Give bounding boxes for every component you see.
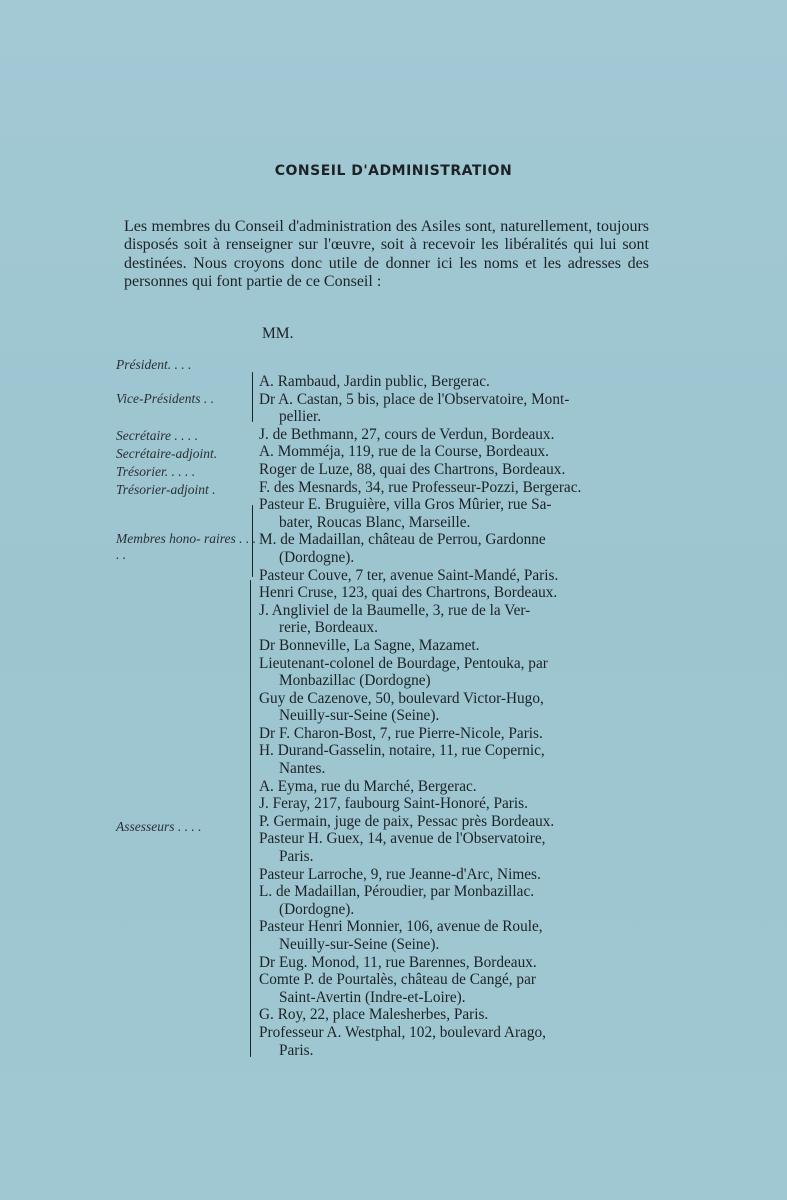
member-entry-continuation: (Dordogne).: [279, 548, 355, 566]
member-entry-continuation: Nantes.: [279, 760, 326, 778]
brace-vice-presidents: [252, 372, 253, 422]
member-entry-line: P. Germain, juge de paix, Pessac près Bordeaux.: [259, 812, 555, 830]
label-tresorier: Trésorier. . . . .: [116, 464, 196, 479]
label-tresorier-adjoint: Trésorier-adjoint .: [116, 482, 216, 497]
member-entry-continuation: rerie, Bordeaux.: [279, 619, 378, 637]
member-entry: [259, 479, 651, 497]
member-entry-line: Pasteur E. Bruguière, villa Gros Mûrier, rue Sa-: [259, 496, 552, 514]
member-entry: [259, 690, 651, 725]
member-entry: [259, 443, 651, 461]
brace-assesseurs: [250, 580, 251, 1057]
member-entry: [259, 795, 651, 813]
member-entry: [259, 725, 651, 743]
member-entry-line: Comte P. de Pourtalès, château de Cangé, par: [259, 971, 536, 989]
intro-paragraph: Les membres du Conseil d'administration des Asiles sont, naturellement, toujours disposés soit à renseigner sur l'œuvre, soit à recevoir les libéralités qui lui sont destinées. Nous croyons donc utile de donner ici les noms et les adresses des personnes qui font partie de ce Conseil :: [124, 218, 649, 291]
brace-membres-honoraires: [252, 505, 253, 577]
member-entry-continuation: pellier.: [279, 408, 322, 426]
member-entry: [259, 742, 651, 777]
member-entry: [259, 866, 651, 884]
member-entry-line: Pasteur Larroche, 9, rue Jeanne-d'Arc, Nimes.: [259, 865, 541, 883]
member-entry: [259, 883, 651, 918]
label-assesseurs: Assesseurs . . . .: [116, 819, 202, 834]
member-entry-line: Roger de Luze, 88, quai des Chartrons, Bordeaux.: [259, 460, 566, 478]
member-entry: [259, 830, 651, 865]
label-membres-honoraires: Membres hono- raires . . . . .: [116, 531, 256, 562]
member-entry-line: H. Durand-Gasselin, notaire, 11, rue Copernic,: [259, 742, 545, 760]
member-entry: [259, 918, 651, 953]
member-entry-line: F. des Mesnards, 34, rue Professeur-Pozzi, Bergerac.: [259, 478, 582, 496]
member-entry: [259, 813, 651, 831]
member-entry: [259, 655, 651, 690]
label-vice-presidents: Vice-Présidents . .: [116, 391, 214, 406]
label-president: Président. . . .: [116, 357, 192, 372]
member-entry: [259, 584, 651, 602]
member-entry-line: Lieutenant-colonel de Bourdage, Pentouka, par: [259, 654, 548, 672]
member-entry-line: A. Momméja, 119, rue de la Course, Bordeaux.: [259, 443, 550, 461]
page-title: CONSEIL D'ADMINISTRATION: [274, 163, 513, 179]
member-entry-line: M. de Madaillan, château de Perrou, Gardonne: [259, 531, 546, 549]
member-entry-continuation: Saint-Avertin (Indre-et-Loire).: [279, 988, 466, 1006]
member-entry-line: Dr F. Charon-Bost, 7, rue Pierre-Nicole, Paris.: [259, 724, 543, 742]
member-entry-line: Pasteur Henri Monnier, 106, avenue de Roule,: [259, 918, 543, 936]
member-entry: [259, 567, 651, 585]
member-entry: [259, 531, 651, 566]
member-entry: [259, 954, 651, 972]
member-entry-line: Professeur A. Westphal, 102, boulevard Arago,: [259, 1023, 546, 1041]
member-entry: [259, 461, 651, 479]
member-entry-continuation: Paris.: [279, 1041, 314, 1059]
member-entry: [259, 971, 651, 1006]
member-entry-line: Dr Bonneville, La Sagne, Mazamet.: [259, 636, 480, 654]
member-entry-continuation: Monbazillac (Dordogne): [279, 672, 431, 690]
salutation: MM.: [262, 325, 294, 342]
members-list: [259, 373, 651, 1059]
member-entry: [259, 1024, 651, 1059]
member-entry: [259, 602, 651, 637]
label-secretaire: Secrétaire . . . .: [116, 428, 198, 443]
member-entry: [259, 426, 651, 444]
member-entry-continuation: Neuilly-sur-Seine (Seine).: [279, 936, 440, 953]
member-entry-continuation: bater, Roucas Blanc, Marseille.: [279, 513, 471, 531]
member-entry: [259, 1006, 651, 1024]
member-entry: [259, 391, 651, 426]
member-entry-line: Pasteur H. Guex, 14, avenue de l'Observatoire,: [259, 830, 546, 848]
member-entry-line: Dr A. Castan, 5 bis, place de l'Observatoire, Mont-: [259, 390, 570, 408]
label-secretaire-adjoint: Secrétaire-adjoint.: [116, 446, 218, 461]
member-entry-line: J. Feray, 217, faubourg Saint-Honoré, Paris.: [259, 795, 528, 813]
member-entry-line: G. Roy, 22, place Malesherbes, Paris.: [259, 1006, 489, 1024]
member-entry-line: J. de Bethmann, 27, cours de Verdun, Bordeaux.: [259, 425, 555, 443]
member-entry-line: A. Eyma, rue du Marché, Bergerac.: [259, 777, 477, 795]
member-entry: [259, 778, 651, 796]
member-entry-continuation: Neuilly-sur-Seine (Seine).: [279, 707, 440, 725]
member-entry-line: A. Rambaud, Jardin public, Bergerac.: [259, 373, 490, 390]
member-entry-line: L. de Madaillan, Péroudier, par Monbazillac.: [259, 883, 535, 901]
member-entry-line: Pasteur Couve, 7 ter, avenue Saint-Mandé, Paris.: [259, 566, 559, 584]
member-entry-line: Henri Cruse, 123, quai des Chartrons, Bordeaux.: [259, 584, 558, 602]
member-entry: [259, 496, 651, 531]
member-entry-continuation: (Dordogne).: [279, 900, 355, 918]
member-entry-line: Dr Eug. Monod, 11, rue Barennes, Bordeaux.: [259, 953, 537, 971]
member-entry-line: Guy de Cazenove, 50, boulevard Victor-Hugo,: [259, 689, 544, 707]
member-entry: [259, 373, 651, 391]
member-entry: [259, 637, 651, 655]
member-entry-continuation: Paris.: [279, 848, 314, 866]
member-entry-line: J. Angliviel de la Baumelle, 3, rue de la Ver-: [259, 601, 531, 619]
